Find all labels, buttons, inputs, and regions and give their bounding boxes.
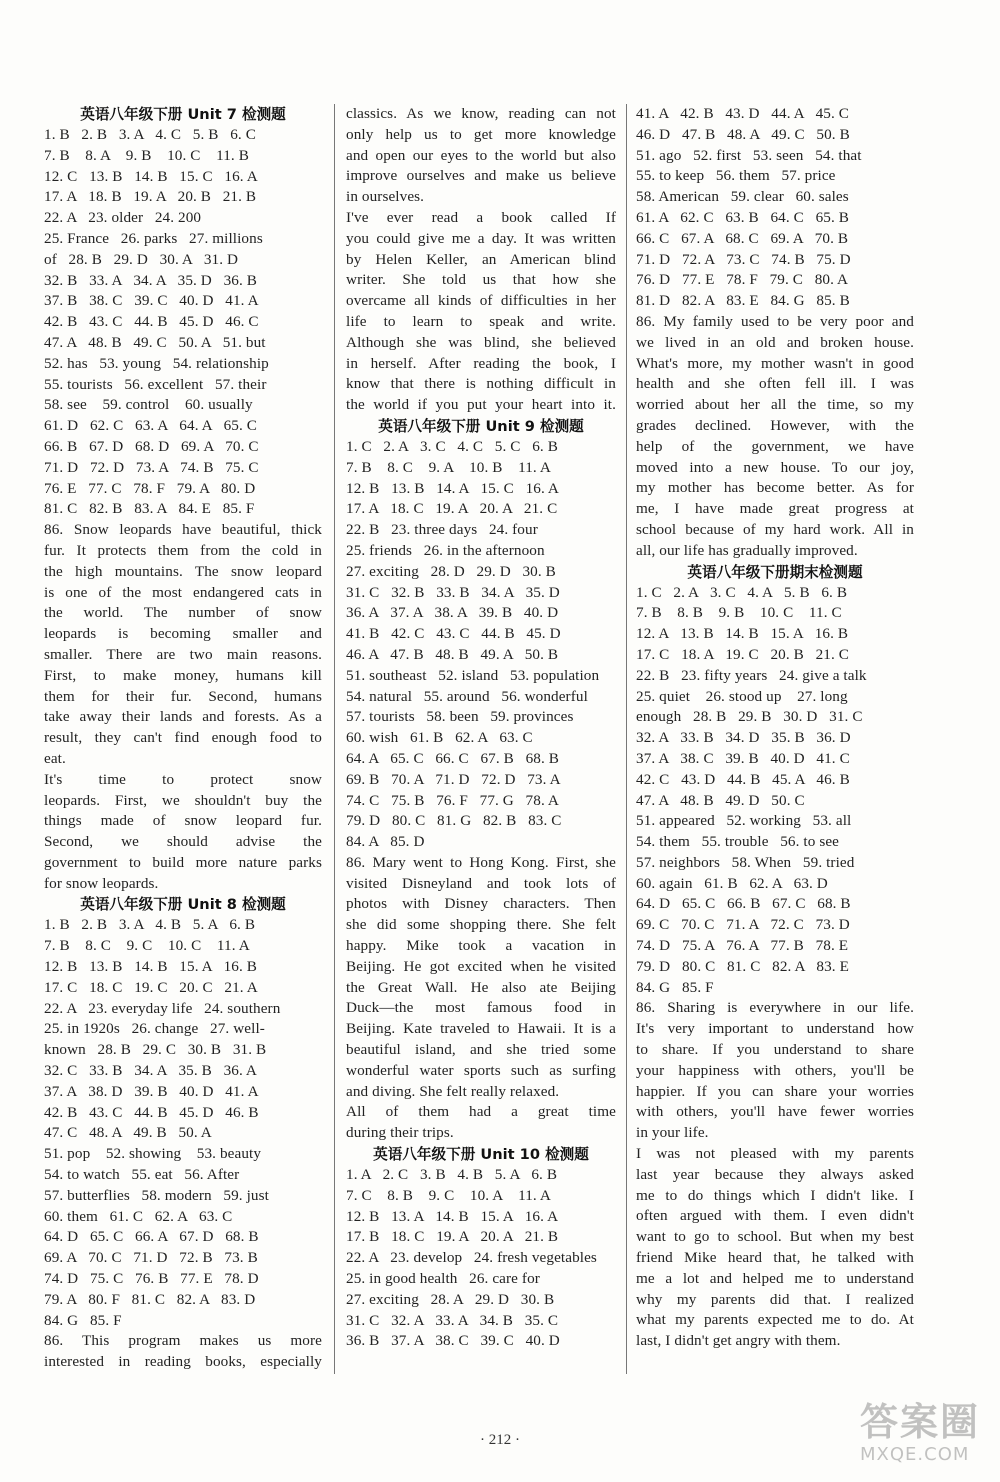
- answer-line: 22. B 23. fifty years 24. give a talk: [636, 666, 867, 684]
- answer-line: 55. tourists 56. excellent 57. their: [44, 375, 267, 393]
- answer-line: 60. wish 61. B 62. A 63. C: [346, 729, 533, 747]
- answer-line: 12. B 13. B 14. B 15. A 16. B: [44, 958, 257, 976]
- answer-line: 25. friends 26. in the afternoon: [346, 541, 545, 559]
- essay-line: smaller. There are two main reasons.: [44, 645, 322, 663]
- essay-line: 86. Mary went to Hong Kong. First, she: [346, 853, 616, 871]
- essay-line: you could give me a day. It was written: [346, 229, 616, 247]
- answer-line: 76. E 77. C 78. F 79. A 80. D: [44, 479, 256, 497]
- answer-line: 71. D 72. D 73. A 74. B 75. C: [44, 458, 259, 476]
- essay-line: Beijing. He got excited when he visited: [346, 957, 616, 975]
- answer-line: 57. butterflies 58. modern 59. just: [44, 1186, 269, 1204]
- essay-line: result, they can't find enough food to: [44, 729, 322, 747]
- answer-line: 42. B 43. C 44. B 45. D 46. B: [44, 1103, 259, 1121]
- answer-line: 76. D 77. E 78. F 79. C 80. A: [636, 271, 849, 289]
- essay-line: beautiful island, and she tried some: [346, 1041, 616, 1059]
- answer-line: 55. to keep 56. them 57. price: [636, 167, 836, 185]
- answer-line: 31. C 32. A 33. A 34. B 35. C: [346, 1311, 559, 1329]
- answer-line: 22. B 23. three days 24. four: [346, 521, 538, 539]
- essay-line: worried about her all the time, so my: [636, 396, 914, 414]
- answer-line: 12. C 13. B 14. B 15. C 16. A: [44, 167, 258, 185]
- essay-line: them for their fur. Second, humans: [44, 687, 322, 705]
- answer-line: 47. A 48. B 49. C 50. A 51. but: [44, 333, 266, 351]
- section-heading: 英语八年级下册 Unit 10 检测题: [373, 1146, 589, 1164]
- essay-line: health and she often fell ill. I was: [636, 375, 914, 393]
- essay-line: All of them had a great time: [346, 1103, 616, 1121]
- answer-line: 74. D 75. A 76. A 77. B 78. E: [636, 937, 849, 955]
- answer-line: 57. tourists 58. been 59. provinces: [346, 708, 574, 726]
- essay-line: overcame all kinds of difficulties in her: [346, 292, 616, 310]
- answer-line: 1. C 2. A 3. C 4. A 5. B 6. B: [636, 583, 848, 601]
- essay-line: It's very important to understand how: [636, 1020, 914, 1038]
- answer-line: 37. B 38. C 39. C 40. D 41. A: [44, 292, 259, 310]
- answer-line: 12. A 13. B 14. B 15. A 16. B: [636, 625, 849, 643]
- essay-line: interested in reading books, especially: [44, 1353, 322, 1371]
- answer-line: 25. France 26. parks 27. millions: [44, 229, 263, 247]
- answer-line: 1. A 2. C 3. B 4. B 5. A 6. B: [346, 1166, 558, 1184]
- essay-line: happy. Mike took a vacation in: [346, 937, 616, 955]
- answer-line: 69. C 70. C 71. A 72. C 73. D: [636, 916, 850, 934]
- essay-line: why my parents did that. I realized: [636, 1290, 914, 1308]
- answer-line: 58. see 59. control 60. usually: [44, 396, 253, 414]
- essay-line: grades declined. However, with the: [636, 416, 914, 434]
- answer-line: 42. B 43. C 44. B 45. D 46. C: [44, 313, 259, 331]
- answer-line: 22. A 23. older 24. 200: [44, 209, 202, 227]
- section-heading: 英语八年级下册 Unit 8 检测题: [80, 896, 286, 914]
- essay-line: leopards is becoming smaller and: [44, 625, 322, 643]
- essay-line: the world if you put your heart into it.: [346, 396, 616, 414]
- watermark-logo: [860, 1400, 990, 1476]
- essay-line: what my parents expected me to do. At: [636, 1311, 914, 1329]
- answer-line: 57. neighbors 58. When 59. tried: [636, 853, 855, 871]
- answer-line: 84. G 85. F: [636, 978, 714, 996]
- essay-line: First, to make money, humans kill: [44, 666, 322, 684]
- answer-line: 54. to watch 55. eat 56. After: [44, 1166, 240, 1184]
- essay-line: school because of my hard work. All in: [636, 520, 914, 538]
- answer-line: 17. C 18. A 19. C 20. B 21. C: [636, 645, 849, 663]
- answer-line: 64. D 65. C 66. A 67. D 68. B: [44, 1228, 259, 1246]
- answer-line: 17. B 18. C 19. A 20. A 21. B: [346, 1228, 559, 1246]
- answer-line: 74. C 75. B 76. F 77. G 78. A: [346, 791, 559, 809]
- essay-line: things made of snow leopard fur.: [44, 812, 322, 830]
- answer-line: for snow leopards.: [44, 874, 159, 892]
- essay-line: leopards. First, we shouldn't buy the: [44, 791, 322, 809]
- answer-line: 27. exciting 28. A 29. D 30. B: [346, 1290, 555, 1308]
- essay-line: by Helen Keller, an American blind: [346, 250, 616, 268]
- answer-line: 66. C 67. A 68. C 69. A 70. B: [636, 229, 849, 247]
- essay-line: 86. Sharing is everywhere in our life.: [636, 999, 914, 1017]
- essay-line: 86. This program makes us more: [44, 1332, 322, 1350]
- answer-line: 66. B 67. D 68. D 69. A 70. C: [44, 437, 259, 455]
- answer-line: 46. D 47. B 48. A 49. C 50. B: [636, 125, 850, 143]
- answer-line: last, I didn't get angry with them.: [636, 1332, 841, 1350]
- column-divider: [626, 104, 627, 1374]
- essay-line: friend Mike heard that, he talked with: [636, 1249, 914, 1267]
- essay-line: want to go to school. But when my best: [636, 1228, 914, 1246]
- answer-line: and diving. She felt really relaxed.: [346, 1082, 560, 1100]
- essay-line: wonderful water sports such as surfing: [346, 1061, 616, 1079]
- essay-line: moved into a new house. To our joy,: [636, 458, 914, 476]
- essay-line: my mother has become better. As for: [636, 479, 914, 497]
- essay-line: classics. As we know, reading can not: [346, 105, 616, 122]
- answer-line: 81. D 82. A 83. E 84. G 85. B: [636, 292, 850, 310]
- answer-line: 58. American 59. clear 60. sales: [636, 188, 849, 206]
- essay-line: the Great Wall. He also ate Beijing: [346, 978, 616, 996]
- essay-line: life to learn to speak and write.: [346, 312, 616, 330]
- essay-line: take away their lands and forests. As a: [44, 708, 322, 726]
- answer-line: 31. C 32. B 33. B 34. A 35. D: [346, 583, 560, 601]
- answer-line: 32. B 33. A 34. A 35. D 36. B: [44, 271, 257, 289]
- answer-line: 64. A 65. C 66. C 67. B 68. B: [346, 749, 559, 767]
- answer-line: 17. C 18. C 19. C 20. C 21. A: [44, 978, 258, 996]
- answer-line: 61. A 62. C 63. B 64. C 65. B: [636, 208, 849, 226]
- answer-line: 42. C 43. D 44. B 45. A 46. B: [636, 770, 850, 788]
- answer-line: 12. B 13. A 14. B 15. A 16. A: [346, 1207, 559, 1225]
- answer-line: of 28. B 29. D 30. A 31. D: [44, 250, 239, 268]
- watermark-bottom: MXQE.COM: [860, 1444, 970, 1465]
- answer-line: 36. A 37. A 38. A 39. B 40. D: [346, 604, 559, 622]
- answer-line: 64. D 65. C 66. B 67. C 68. B: [636, 895, 851, 913]
- answer-line: in ourselves.: [346, 188, 425, 206]
- answer-line: 60. again 61. B 62. A 63. D: [636, 874, 828, 892]
- essay-line: know that there is nothing difficult in: [346, 375, 616, 393]
- essay-line: Although she was blind, she believed: [346, 333, 616, 351]
- answer-line: 41. B 42. C 43. C 44. B 45. D: [346, 625, 561, 643]
- essay-line: in herself. After reading the book, I: [346, 354, 616, 372]
- essay-line: Duck—the most famous food in: [346, 999, 616, 1017]
- watermark-top: 答案圈: [860, 1400, 981, 1444]
- essay-line: photos with Disney characters. Then: [346, 895, 616, 913]
- essay-line: government to build more nature parks: [44, 853, 322, 871]
- answer-line: 47. C 48. A 49. B 50. A: [44, 1124, 212, 1142]
- essay-line: fur. It protects them from the cold in: [44, 541, 322, 559]
- answer-line: 51. pop 52. showing 53. beauty: [44, 1145, 262, 1163]
- essay-line: with others, you'll have fewer worries: [636, 1103, 914, 1121]
- essay-line: to share. If you understand to share: [636, 1041, 914, 1059]
- answer-line: 7. C 8. B 9. C 10. A 11. A: [346, 1186, 551, 1204]
- essay-line: only help us to get more knowledge: [346, 125, 616, 143]
- column-middle: [346, 104, 616, 1352]
- answer-line: 51. southeast 52. island 53. population: [346, 666, 600, 684]
- essay-line: me a lot and helped me to understand: [636, 1269, 914, 1287]
- essay-line: happier. If you can share your worries: [636, 1082, 914, 1100]
- answer-line: 7. B 8. A 9. B 10. C 11. B: [44, 146, 249, 164]
- column-divider: [334, 104, 335, 1374]
- essay-line: she did some shopping there. She felt: [346, 916, 616, 934]
- answer-line: 7. B 8. C 9. C 10. C 11. A: [44, 937, 250, 955]
- answer-line: 1. C 2. A 3. C 4. C 5. C 6. B: [346, 437, 558, 455]
- column-right: [636, 104, 914, 1352]
- answer-line: 47. A 48. B 49. D 50. C: [636, 791, 805, 809]
- essay-line: visited Disneyland and took lots of: [346, 874, 616, 892]
- answer-line: 69. B 70. A 71. D 72. D 73. A: [346, 770, 561, 788]
- essay-line: I've ever read a book called If: [346, 208, 616, 226]
- answer-line: 25. in 1920s 26. change 27. well-: [44, 1020, 265, 1038]
- essay-line: What's more, my mother wasn't in good: [636, 354, 914, 372]
- answer-line: 1. B 2. B 3. A 4. C 5. B 6. C: [44, 126, 256, 143]
- answer-line: 71. D 72. A 73. C 74. B 75. D: [636, 250, 851, 268]
- answer-line: 17. A 18. B 19. A 20. B 21. B: [44, 188, 257, 206]
- essay-line: and open our eyes to the world but also: [346, 146, 616, 164]
- answer-line: 1. B 2. B 3. A 4. B 5. A 6. B: [44, 916, 256, 934]
- essay-line: we lived in an old and broken house.: [636, 333, 914, 351]
- essay-line: Beijing. Kate traveled to Hawaii. It is a: [346, 1020, 616, 1038]
- answer-line: 51. appeared 52. working 53. all: [636, 812, 852, 830]
- answer-line: all, our life has gradually improved.: [636, 541, 858, 559]
- essay-line: your happiness with others, you'll be: [636, 1061, 914, 1079]
- answer-line: 17. A 18. C 19. A 20. A 21. C: [346, 500, 558, 518]
- answer-line: 54. natural 55. around 56. wonderful: [346, 687, 588, 705]
- essay-line: It's time to protect snow: [44, 770, 322, 788]
- answer-line: 22. A 23. everyday life 24. southern: [44, 999, 281, 1017]
- answer-line: in your life.: [636, 1124, 709, 1142]
- answer-columns: [44, 104, 924, 1371]
- essay-line: help of the government, we have: [636, 437, 914, 455]
- answer-line: 32. C 33. B 34. A 35. B 36. A: [44, 1062, 257, 1080]
- essay-line: the high mountains. The snow leopard: [44, 562, 322, 580]
- answer-line: during their trips.: [346, 1124, 454, 1142]
- answer-line: 41. A 42. B 43. D 44. A 45. C: [636, 105, 849, 122]
- answer-line: 84. G 85. F: [44, 1311, 122, 1329]
- essay-line: 86. My family used to be very poor and: [636, 312, 914, 330]
- essay-line: the world. The number of snow: [44, 604, 322, 622]
- answer-line: 81. C 82. B 83. A 84. E 85. F: [44, 500, 255, 518]
- essay-line: is one of the most endangered cats in: [44, 583, 322, 601]
- essay-line: Second, we should advise the: [44, 833, 322, 851]
- page-number: · 212 ·: [480, 1432, 520, 1448]
- essay-line: improve ourselves and make us believe: [346, 167, 616, 185]
- answer-line: 7. B 8. B 9. B 10. C 11. C: [636, 604, 842, 622]
- answer-line: enough 28. B 29. B 30. D 31. C: [636, 708, 863, 726]
- answer-line: 22. A 23. develop 24. fresh vegetables: [346, 1249, 597, 1267]
- answer-line: 52. has 53. young 54. relationship: [44, 354, 269, 372]
- answer-line: 69. A 70. C 71. D 72. B 73. B: [44, 1249, 258, 1267]
- answer-line: known 28. B 29. C 30. B 31. B: [44, 1041, 267, 1059]
- answer-line: 74. D 75. C 76. B 77. E 78. D: [44, 1270, 259, 1288]
- answer-line: 46. A 47. B 48. B 49. A 50. B: [346, 645, 559, 663]
- essay-line: writer. She told us that how she: [346, 271, 616, 289]
- answer-line: eat.: [44, 749, 66, 767]
- answer-line: 7. B 8. C 9. A 10. B 11. A: [346, 458, 551, 476]
- answer-line: 32. A 33. B 34. D 35. B 36. D: [636, 729, 851, 747]
- answer-line: 36. B 37. A 38. C 39. C 40. D: [346, 1332, 560, 1350]
- column-left: [44, 104, 322, 1373]
- answer-line: 61. D 62. C 63. A 64. A 65. C: [44, 417, 257, 435]
- section-heading: 英语八年级下册期末检测题: [687, 563, 863, 581]
- answer-line: 12. B 13. B 14. A 15. C 16. A: [346, 479, 559, 497]
- essay-line: 86. Snow leopards have beautiful, thick: [44, 521, 322, 539]
- essay-line: I was not pleased with my parents: [636, 1145, 914, 1163]
- essay-line: me, I have made great progress at: [636, 500, 914, 518]
- answer-line: 79. D 80. C 81. C 82. A 83. E: [636, 957, 849, 975]
- essay-line: last year because they always asked: [636, 1165, 914, 1183]
- section-heading: 英语八年级下册 Unit 9 检测题: [378, 417, 584, 435]
- answer-line: 27. exciting 28. D 29. D 30. B: [346, 562, 556, 580]
- answer-line: 84. A 85. D: [346, 833, 425, 851]
- answer-line: 60. them 61. C 62. A 63. C: [44, 1207, 233, 1225]
- answer-line: 37. A 38. C 39. B 40. D 41. C: [636, 749, 850, 767]
- answer-line: 79. D 80. C 81. G 82. B 83. C: [346, 812, 562, 830]
- answer-line: 25. quiet 26. stood up 27. long: [636, 687, 848, 705]
- answer-line: 79. A 80. F 81. C 82. A 83. D: [44, 1290, 256, 1308]
- answer-line: 51. ago 52. first 53. seen 54. that: [636, 146, 862, 164]
- answer-line: 25. in good health 26. care for: [346, 1270, 540, 1288]
- essay-line: often argued with them. I even didn't: [636, 1207, 914, 1225]
- answer-line: 37. A 38. D 39. B 40. D 41. A: [44, 1082, 259, 1100]
- answer-line: 54. them 55. trouble 56. to see: [636, 833, 840, 851]
- section-heading: 英语八年级下册 Unit 7 检测题: [80, 106, 286, 123]
- essay-line: me to do things which I didn't like. I: [636, 1186, 914, 1204]
